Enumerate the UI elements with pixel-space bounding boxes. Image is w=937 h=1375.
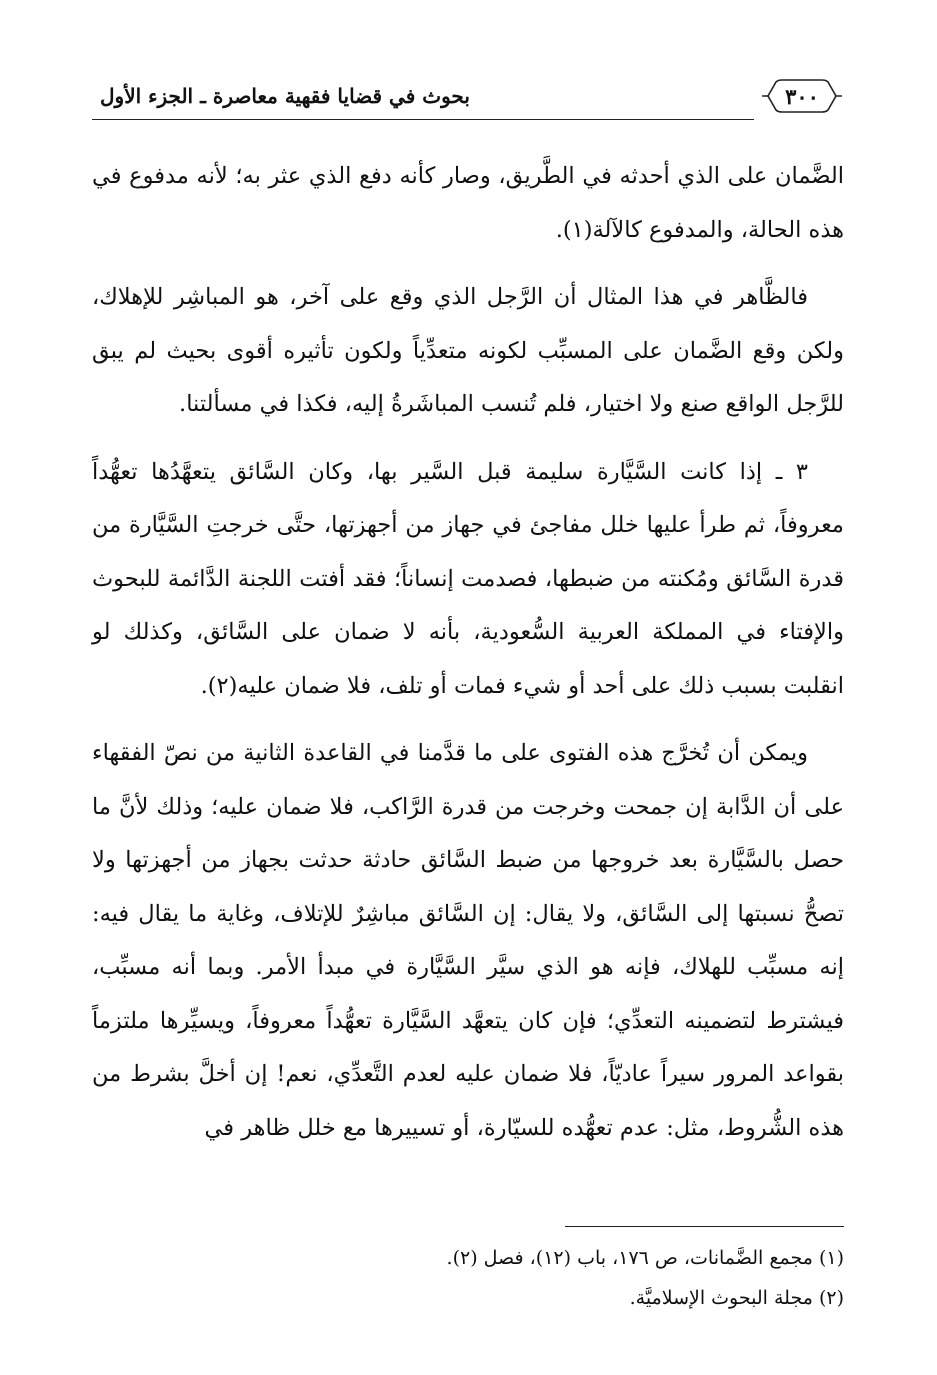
- page-number: ٣٠٠: [785, 83, 819, 109]
- page-number-badge: [760, 78, 844, 114]
- paragraph-1: الضَّمان على الذي أحدثه في الطَّريق، وصار كأنه دفع الذي عثر به؛ لأنه مدفوع في هذه الحالة، والمدفوع كالآلة(١).: [92, 163, 844, 243]
- paragraph-2: فالظَّاهر في هذا المثال أن الرَّجل الذي وقع على آخر، هو المباشِر للإهلاك، ولكن وقع الضَّمان على المسبِّب لكونه متعدِّياً ولكون تأثيره أقوى بحيث لم يبق للرَّجل الواقع صنع ولا اختيار، فلم تُنسب المباشَرةُ إليه، فكذا في مسألتنا.: [92, 284, 844, 417]
- page-header: [92, 74, 844, 120]
- footnote-2: (٢) مجلة البحوث الإسلاميَّة.: [629, 1287, 844, 1309]
- body-text: [92, 150, 844, 1169]
- running-title: بحوث في قضايا فقهية معاصرة ـ الجزء الأول: [100, 84, 470, 108]
- footnote-1: (١) مجمع الضَّمانات، ص ١٧٦، باب (١٢)، فصل (٢).: [446, 1247, 844, 1269]
- footnote-divider: [565, 1226, 844, 1227]
- footnotes: [92, 1238, 844, 1318]
- paragraph-4: ويمكن أن تُخرَّج هذه الفتوى على ما قدَّمنا في القاعدة الثانية من نصّ الفقهاء على أن الدَّابة إن جمحت وخرجت من قدرة الرَّاكب، فلا ضمان عليه؛ وذلك لأنَّ ما حصل بالسَّيَّارة بعد خروجها من ضبط السَّائق حادثة حدثت بجهاز من أجهزتها ولا تصحُّ نسبتها إلى السَّائق، ولا يقال: إن السَّائق مباشِرٌ للإتلاف، وغاية ما يقال فيه: إنه مسبِّب للهلاك، فإنه هو الذي سيَّر السَّيَّارة في مبدأ الأمر. وبما أنه مسبِّب، فيشترط لتضمينه التعدِّي؛ فإن كان يتعهَّد السَّيَّارة تعهُّداً معروفاً، ويسيِّرها ملتزماً بقواعد المرور سيراً عاديّاً، فلا ضمان عليه لعدم التَّعدِّي، نعم! إن أخلَّ بشرط من هذه الشُّروط، مثل: عدم تعهُّده للسيّارة، أو تسييرها مع خلل ظاهر في: [92, 740, 844, 1141]
- header-divider: [92, 119, 754, 120]
- paragraph-3: ٣ ـ إذا كانت السَّيَّارة سليمة قبل السَّير بها، وكان السَّائق يتعهَّدُها تعهُّداً معروفاً، ثم طرأ عليها خلل مفاجئ في جهاز من أجهزتها، حتَّى خرجتِ السَّيَّارة من قدرة السَّائق ومُكنته من ضبطها، فصدمت إنساناً؛ فقد أفتت اللجنة الدَّائمة للبحوث والإفتاء في المملكة العربية السُّعودية، بأنه لا ضمان على السَّائق، وكذلك لو انقلبت بسبب ذلك على أحد أو شيء فمات أو تلف، فلا ضمان عليه(٢).: [92, 458, 844, 699]
